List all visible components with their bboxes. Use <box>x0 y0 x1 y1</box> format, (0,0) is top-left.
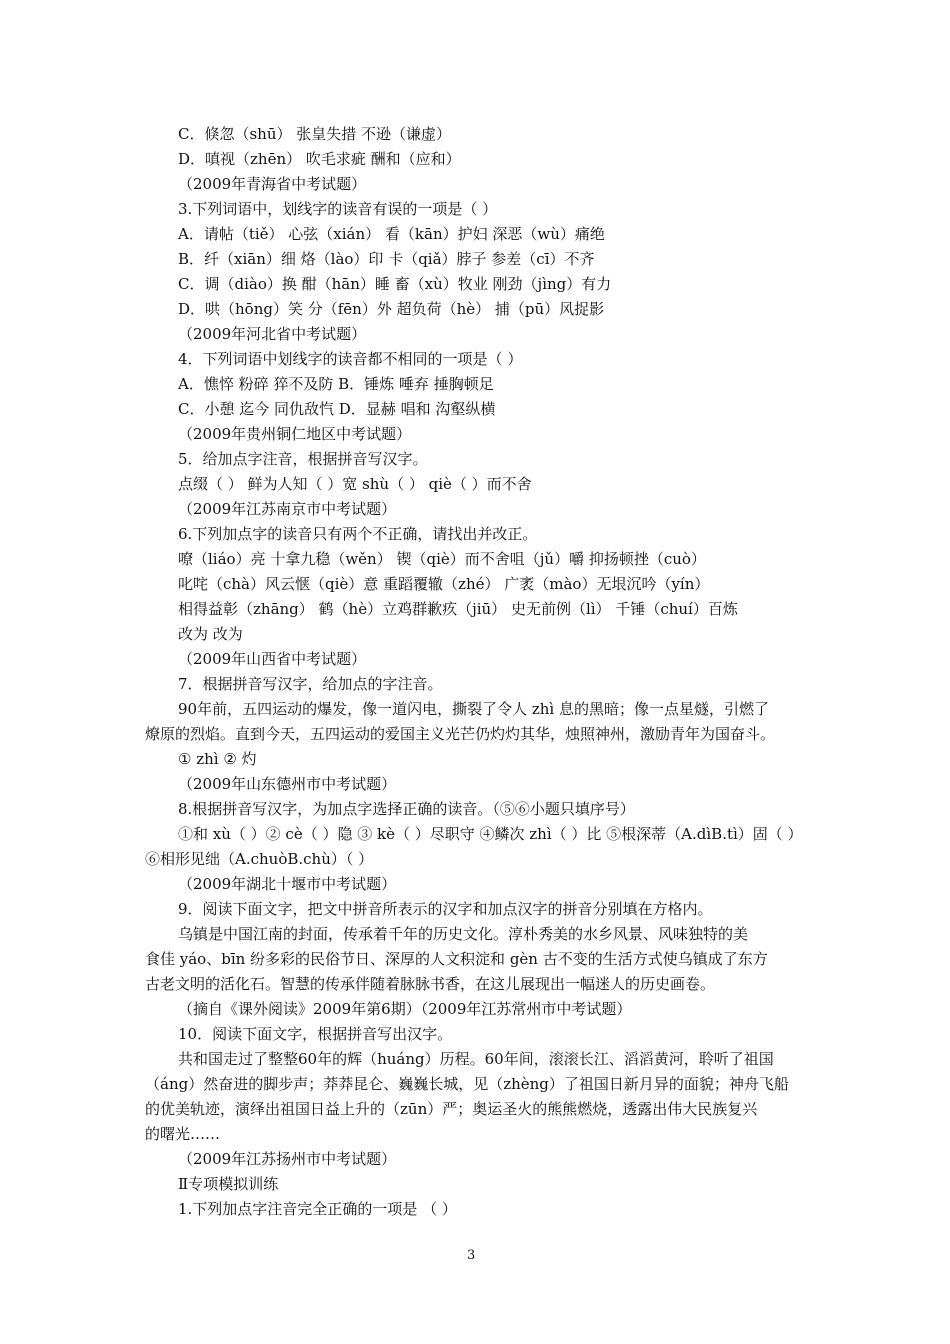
source-line: （2009年湖北十堰市中考试题） <box>178 875 397 893</box>
question-6: 6.下列加点字的读音只有两个不正确，请找出并改正。 <box>178 525 538 543</box>
question-9: 9．阅读下面文字，把文中拼音所表示的汉字和加点汉字的拼音分别填在方格内。 <box>178 900 713 918</box>
question-10: 10．阅读下面文字，根据拼音写出汉字。 <box>178 1025 453 1043</box>
option-c-line: C．倏忽（shū） 张皇失措 不逊（谦虚） <box>178 125 452 143</box>
source-line: （2009年江苏扬州市中考试题） <box>178 1150 397 1168</box>
page-number: 3 <box>467 1248 476 1263</box>
source-line: （2009年山西省中考试题） <box>178 650 367 668</box>
option-d-line: D．哄（hōng）笑 分（fēn）外 超负荷（hè） 捕（pū）风捉影 <box>178 300 605 318</box>
option-c-line: C．调（diào）换 酣（hān）睡 畜（xù）牧业 刚劲（jìng）有力 <box>178 275 612 293</box>
question-3: 3.下列词语中，划线字的读音有误的一项是（ ） <box>178 200 498 218</box>
passage-line: 的优美轨迹，演绎出祖国日益上升的（zūn）严；奥运圣火的熊熊燃烧，透露出伟大民族复兴 <box>145 1100 758 1118</box>
section-heading: Ⅱ专项模拟训练 <box>178 1175 279 1193</box>
passage-line: 燎原的烈焰。直到今天，五四运动的爱国主义光芒仍灼灼其华，烛照神州，激励青年为国奋斗。 <box>145 725 776 743</box>
option-ab-line: A．憔悴 粉碎 猝不及防 B．锤炼 唾弃 捶胸顿足 <box>178 375 494 393</box>
question-8-items: ⑥相形见绌（A.chuòB.chù）（ ） <box>145 850 374 868</box>
question-1: 1.下列加点字注音完全正确的一项是 （ ） <box>178 1200 457 1218</box>
source-line: （2009年贵州铜仁地区中考试题） <box>178 425 412 443</box>
source-line: （摘自《课外阅读》2009年第6期）（2009年江苏常州市中考试题） <box>178 1000 632 1018</box>
question-7: 7．根据拼音写汉字，给加点的字注音。 <box>178 675 443 693</box>
source-line: （2009年青海省中考试题） <box>178 175 367 193</box>
question-8: 8.根据拼音写汉字，为加点字选择正确的读音。（⑤⑥小题只填序号） <box>178 800 635 818</box>
question-5: 5．给加点字注音，根据拼音写汉字。 <box>178 450 428 468</box>
passage-line: 乌镇是中国江南的封面，传承着千年的历史文化。淳朴秀美的水乡风景、风味独特的美 <box>178 925 749 943</box>
question-4: 4．下列词语中划线字的读音都不相同的一项是（ ） <box>178 350 523 368</box>
question-8-items: ①和 xù（ ）② cè（ ）隐 ③ kè（ ）尽职守 ④鳞次 zhì（ ）比 ⑤根深蒂（A.dìB.tì）固（ ） <box>178 825 803 843</box>
passage-line: （áng）然奋进的脚步声；莽莽昆仑、巍巍长城，见（zhèng）了祖国日新月异的面貌；神舟飞船 <box>145 1075 789 1093</box>
answer-line: 改为 改为 <box>178 625 243 643</box>
question-6-items: 嘹（liáo）亮 十拿九稳（wěn） 锲（qiè）而不舍咀（jǔ）嚼 抑扬顿挫（cuò） <box>178 550 706 568</box>
question-5-items: 点缀（ ） 鲜为人知（ ）宽 shù（ ） qiè（ ）而不舍 <box>178 475 532 493</box>
option-d-line: D．嗔视（zhēn） 吹毛求疵 酬和（应和） <box>178 150 461 168</box>
option-cd-line: C．小憩 迄今 同仇敌忾 D．显赫 唱和 沟壑纵横 <box>178 400 496 418</box>
source-line: （2009年江苏南京市中考试题） <box>178 500 397 518</box>
passage-line: 的曙光…… <box>145 1125 221 1143</box>
passage-line: 90年前，五四运动的爆发，像一道闪电，撕裂了令人 zhì 息的黑暗；像一点星燧，引燃了 <box>178 700 769 718</box>
source-line: （2009年河北省中考试题） <box>178 325 367 343</box>
option-a-line: A．请帖（tiě） 心弦（xián） 看（kān）护妇 深恶（wù）痛绝 <box>178 225 605 243</box>
question-6-items: 相得益彰（zhāng） 鹤（hè）立鸡群歉疚（jiū） 史无前例（lì） 千锤（chuí）百炼 <box>178 600 738 618</box>
passage-line: 古老文明的活化石。智慧的传承伴随着脉脉书香，在这儿展现出一幅迷人的历史画卷。 <box>145 975 716 993</box>
source-line: （2009年山东德州市中考试题） <box>178 775 397 793</box>
option-b-line: B．纤（xiān）细 烙（lào）印 卡（qiǎ）脖子 参差（cī）不齐 <box>178 250 595 268</box>
passage-line: 食佳 yáo、bīn 纷多彩的民俗节日、深厚的人文积淀和 gèn 古不变的生活方式使乌镇成了东方 <box>145 950 768 968</box>
passage-line: 共和国走过了整整60年的辉（huáng）历程。60年间，滚滚长江、滔滔黄河，聆听了祖国 <box>178 1050 774 1068</box>
answer-line: ① zhì ② 灼 <box>178 750 257 768</box>
question-6-items: 叱咤（chà）风云惬（qiè）意 重蹈覆辙（zhé） 广袤（mào）无垠沉吟（yín） <box>178 575 710 593</box>
